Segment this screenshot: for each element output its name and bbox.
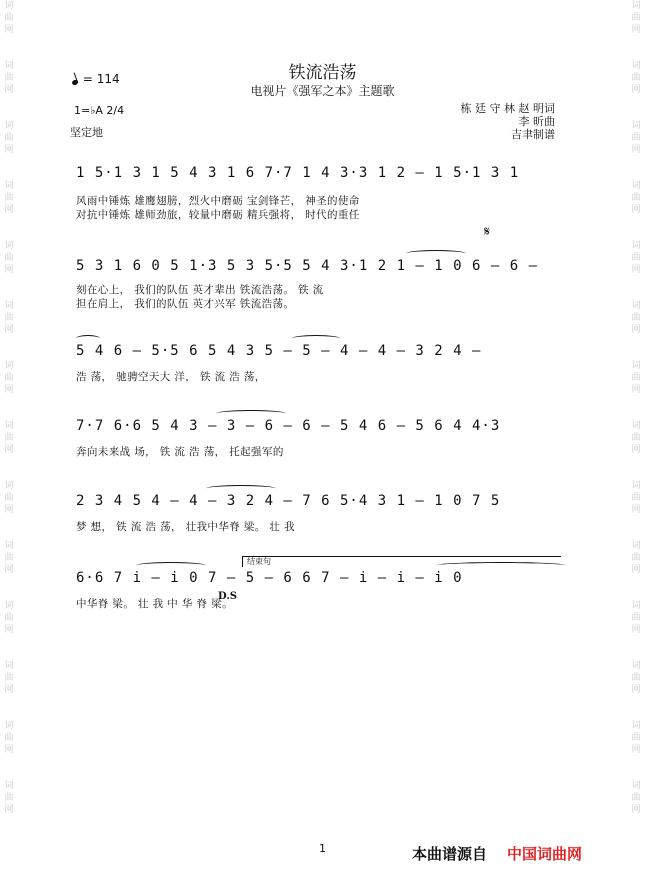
watermark-char: 曲 xyxy=(631,193,641,203)
slur xyxy=(216,410,286,417)
notation-line: 5 4 6 — 5·5 6 5 4 3 5 — 5 — 4 — 4 — 3 2 4 — xyxy=(76,343,482,359)
lyrics-line: 梦 想， 铁 流 浩 荡， 壮我中华脊 梁。 壮 我 xyxy=(76,521,295,533)
watermark-char: 词 xyxy=(631,601,641,611)
source-label: 本曲谱源自 xyxy=(412,845,488,863)
watermark-char: 网 xyxy=(631,265,641,275)
transcriber-credit: 吉聿制谱 xyxy=(511,128,555,141)
watermark-char: 词 xyxy=(631,781,641,791)
watermark-char: 网 xyxy=(4,505,14,515)
watermark-char: 曲 xyxy=(631,673,641,683)
watermark-char: 词 xyxy=(631,181,641,191)
watermark-char: 词 xyxy=(631,481,641,491)
watermark-char: 曲 xyxy=(4,733,14,743)
watermark-char: 曲 xyxy=(631,373,641,383)
watermark-char: 词 xyxy=(631,301,641,311)
watermark-char: 网 xyxy=(631,505,641,515)
watermark-char: 曲 xyxy=(4,553,14,563)
key-signature: 1=♭A 2/4 xyxy=(74,104,125,117)
dal-segno-marking: D.S xyxy=(218,591,238,602)
notation-line: 5 3 1 6 0 5 1·3 5 3 5·5 5 4 3·1 2 1 — 1 0 6 — 6 — xyxy=(76,258,539,274)
watermark-char: 词 xyxy=(4,781,14,791)
source-credit xyxy=(412,843,582,864)
notation-line: 7·7 6·6 5 4 3 — 3 — 6 — 6 — 5 4 6 — 5 6 4 4·3 xyxy=(76,418,501,434)
lyricist-credit: 栋 廷 守 林 赵 明词 xyxy=(460,102,555,115)
lyrics-line: 中华脊 梁。 壮 我 中 华 脊 梁。 xyxy=(76,598,233,610)
watermark-char: 网 xyxy=(4,625,14,635)
watermark-char: 网 xyxy=(631,685,641,695)
tempo-marking xyxy=(72,72,120,86)
watermark-char: 曲 xyxy=(631,433,641,443)
watermark-char: 网 xyxy=(631,25,641,35)
watermark-char: 曲 xyxy=(4,433,14,443)
lyrics-verse-2: 担在肩上， 我们的队伍 英才兴军 铁流浩荡。 xyxy=(76,298,295,310)
notation-line: 2 3 4 5 4 — 4 — 3 2 4 — 7 6 5·4 3 1 — 1 0 7 5 xyxy=(76,493,501,509)
watermark-char: 曲 xyxy=(4,13,14,23)
lyrics-verse-1: 刻在心上， 我们的队伍 英才辈出 铁流浩荡。 铁 流 xyxy=(76,284,324,296)
watermark-char: 词 xyxy=(4,541,14,551)
watermark-char: 词 xyxy=(4,721,14,731)
watermark-char: 网 xyxy=(631,805,641,815)
source-site: 中国词曲网 xyxy=(507,845,583,863)
lyrics-verse-2: 对抗中锤炼 雄师劲旅，较量中磨砺 精兵强将， 时代的重任 xyxy=(76,209,360,221)
watermark-char: 词 xyxy=(4,421,14,431)
watermark-char: 曲 xyxy=(631,313,641,323)
slur xyxy=(436,562,566,569)
watermark-char: 网 xyxy=(4,265,14,275)
watermark-char: 网 xyxy=(631,145,641,155)
notation-line: 6·6 7 i — i 0 7 — 5 — 6 6 7 — i — i — i 0 xyxy=(76,570,463,586)
watermark-char: 网 xyxy=(631,205,641,215)
watermark-left xyxy=(2,0,16,891)
watermark-char: 网 xyxy=(4,85,14,95)
watermark-char: 词 xyxy=(4,661,14,671)
watermark-char: 词 xyxy=(631,541,641,551)
watermark-char: 曲 xyxy=(4,313,14,323)
watermark-char: 曲 xyxy=(4,613,14,623)
watermark-char: 词 xyxy=(631,61,641,71)
watermark-char: 词 xyxy=(631,361,641,371)
segno-icon: 𝄋 xyxy=(484,224,491,240)
watermark-char: 曲 xyxy=(631,253,641,263)
watermark-char: 曲 xyxy=(4,493,14,503)
lyrics-verse-1: 风雨中锤炼 雄鹰翅膀，烈火中磨砺 宝剑锋芒， 神圣的使命 xyxy=(76,195,360,207)
watermark-char: 网 xyxy=(4,685,14,695)
watermark-char: 词 xyxy=(4,181,14,191)
slur xyxy=(136,562,206,569)
watermark-char: 网 xyxy=(631,325,641,335)
slur xyxy=(206,485,276,492)
watermark-char: 曲 xyxy=(631,553,641,563)
tempo-value: = 114 xyxy=(82,72,120,86)
watermark-char: 曲 xyxy=(631,13,641,23)
watermark-char: 词 xyxy=(4,121,14,131)
notation-line: 1 5·1 3 1 5 4 3 1 6 7·7 1 4 3·3 1 2 — 1 5·1 3 1 xyxy=(76,165,520,181)
watermark-char: 词 xyxy=(631,661,641,671)
watermark-char: 词 xyxy=(4,481,14,491)
expression-marking: 坚定地 xyxy=(70,126,103,139)
watermark-char: 曲 xyxy=(631,613,641,623)
watermark-char: 网 xyxy=(631,565,641,575)
watermark-char: 网 xyxy=(4,25,14,35)
song-title: 铁流浩荡 xyxy=(288,63,357,83)
watermark-char: 网 xyxy=(4,445,14,455)
watermark-char: 词 xyxy=(4,1,14,11)
watermark-char: 曲 xyxy=(4,193,14,203)
lyrics-line: 浩 荡， 驰骋空天大 洋， 铁 流 浩 荡， xyxy=(76,371,266,383)
watermark-char: 曲 xyxy=(631,733,641,743)
slur xyxy=(76,335,100,342)
composer-credit: 李 昕曲 xyxy=(518,115,555,128)
watermark-char: 曲 xyxy=(631,133,641,143)
quarter-note-icon xyxy=(71,79,78,86)
watermark-char: 词 xyxy=(4,361,14,371)
watermark-char: 网 xyxy=(4,325,14,335)
watermark-char: 词 xyxy=(4,241,14,251)
watermark-char: 曲 xyxy=(631,493,641,503)
watermark-char: 曲 xyxy=(4,73,14,83)
watermark-char: 曲 xyxy=(4,373,14,383)
watermark-char: 词 xyxy=(631,241,641,251)
watermark-char: 词 xyxy=(631,421,641,431)
song-subtitle: 电视片《强军之本》主题歌 xyxy=(250,84,395,98)
watermark-char: 网 xyxy=(4,205,14,215)
slur xyxy=(406,250,466,257)
watermark-char: 曲 xyxy=(631,793,641,803)
watermark-char: 曲 xyxy=(631,73,641,83)
watermark-char: 词 xyxy=(4,61,14,71)
watermark-char: 网 xyxy=(631,385,641,395)
watermark-char: 网 xyxy=(4,145,14,155)
watermark-char: 曲 xyxy=(4,793,14,803)
ending-label: 结束句 xyxy=(247,557,271,566)
slur xyxy=(292,335,340,342)
watermark-char: 词 xyxy=(631,721,641,731)
watermark-char: 网 xyxy=(631,745,641,755)
watermark-char: 网 xyxy=(4,385,14,395)
lyrics-line: 奔向未来战 场， 铁 流 浩 荡， 托起强军的 xyxy=(76,446,284,458)
page-number: 1 xyxy=(319,842,326,855)
watermark-char: 词 xyxy=(631,1,641,11)
watermark-char: 词 xyxy=(4,301,14,311)
watermark-char: 曲 xyxy=(4,133,14,143)
watermark-char: 词 xyxy=(4,601,14,611)
watermark-char: 曲 xyxy=(4,673,14,683)
watermark-char: 网 xyxy=(4,745,14,755)
watermark-char: 词 xyxy=(631,121,641,131)
watermark-char: 网 xyxy=(631,85,641,95)
watermark-char: 网 xyxy=(4,565,14,575)
watermark-char: 网 xyxy=(631,445,641,455)
watermark-right xyxy=(629,0,643,891)
watermark-char: 网 xyxy=(4,805,14,815)
watermark-char: 网 xyxy=(631,625,641,635)
watermark-char: 曲 xyxy=(4,253,14,263)
